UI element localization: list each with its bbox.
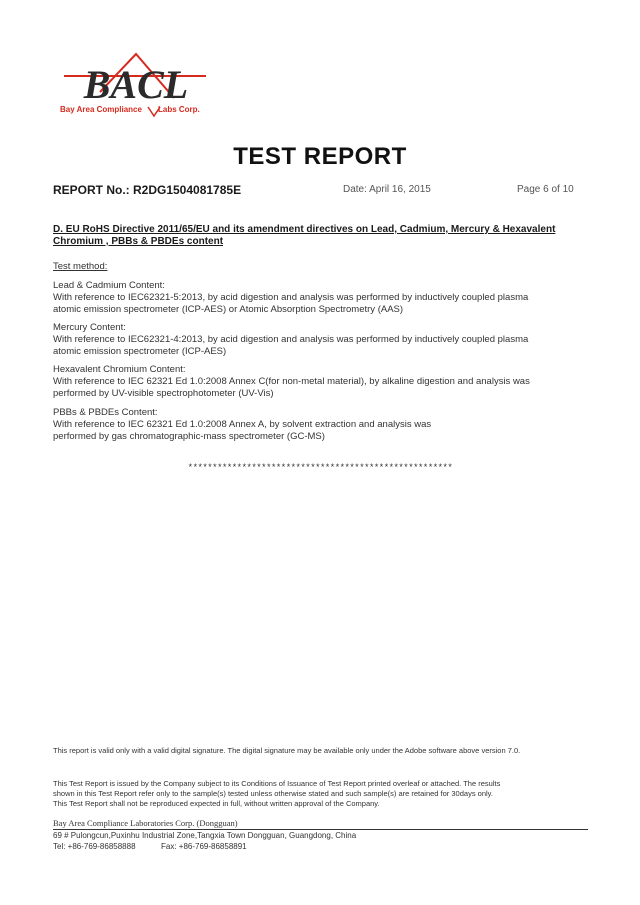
method-text-line: atomic emission spectrometer (ICP-AES) <box>53 346 227 357</box>
logo-left-text: Bay Area Compliance <box>60 105 142 114</box>
logo-right-text: Labs Corp. <box>158 105 200 114</box>
method-text-line: With reference to IEC 62321 Ed 1.0:2008 Annex C(for non-metal material), by alkaline digestion and analysis was <box>53 376 530 387</box>
report-info-line <box>53 183 593 199</box>
logo-brand-text: BACL <box>83 62 189 107</box>
lab-contact <box>53 842 353 854</box>
bacl-logo <box>56 52 216 124</box>
test-method-label: Test method: <box>53 261 108 272</box>
method-title: PBBs & PBDEs Content: <box>53 407 158 418</box>
end-separator: ****************************************************** <box>187 463 453 473</box>
signature-note: This report is valid only with a valid digital signature. The digital signature may be available only under the Adobe software above version 7.0. <box>53 746 521 755</box>
bacl-logo-graphic <box>56 52 216 124</box>
method-text-line: With reference to IEC62321-4:2013, by acid digestion and analysis was performed by inductively coupled plasma <box>53 334 529 345</box>
method-text-line: With reference to IEC 62321 Ed 1.0:2008 Annex A, by solvent extraction and analysis was <box>53 419 432 430</box>
method-title: Hexavalent Chromium Content: <box>53 364 186 375</box>
method-title: Lead & Cadmium Content: <box>53 280 165 291</box>
section-heading: D. EU RoHS Directive 2011/65/EU and its amendment directives on Lead, Cadmium, Mercury & Hexavalent Chromium , PBBs & PBDEs content <box>53 224 556 247</box>
method-lead-cadmium <box>53 280 593 316</box>
report-number: REPORT No.: R2DG1504081785E <box>53 183 242 197</box>
lab-name: Bay Area Compliance Laboratories Corp. (Dongguan) <box>53 818 238 828</box>
method-mercury <box>53 322 593 358</box>
method-pbb-pbde <box>53 407 593 443</box>
conditions-note <box>53 779 593 809</box>
method-text-line: atomic emission spectrometer (ICP-AES) or Atomic Absorption Spectrometry (AAS) <box>53 304 404 315</box>
lab-phone: Tel: +86-769-86858888 <box>53 842 136 851</box>
conditions-line: This Test Report is issued by the Company subject to its Conditions of Issuance of Test Report printed overleaf or attached. The results <box>53 779 501 788</box>
method-text-line: performed by gas chromatographic-mass spectrometer (GC-MS) <box>53 431 325 442</box>
conditions-line: shown in this Test Report refer only to the sample(s) tested unless otherwise stated and such sample(s) are retained for 30days only. <box>53 789 493 798</box>
method-hexavalent-chromium <box>53 364 593 400</box>
lab-fax: Fax: +86-769-86858891 <box>161 842 247 851</box>
method-title: Mercury Content: <box>53 322 126 333</box>
method-text-line: With reference to IEC62321-5:2013, by acid digestion and analysis was performed by inductively coupled plasma <box>53 292 529 303</box>
footer-divider <box>53 829 588 830</box>
page-number: Page 6 of 10 <box>517 184 574 195</box>
lab-address: 69 # Pulongcun,Puxinhu Industrial Zone,Tangxia Town Dongguan, Guangdong, China <box>53 831 357 840</box>
method-text-line: performed by UV-visible spectrophotometer (UV-Vis) <box>53 388 274 399</box>
conditions-line: This Test Report shall not be reproduced expected in full, without written approval of the Company. <box>53 799 380 808</box>
report-date: Date: April 16, 2015 <box>343 184 431 195</box>
page-title: TEST REPORT <box>233 143 407 170</box>
